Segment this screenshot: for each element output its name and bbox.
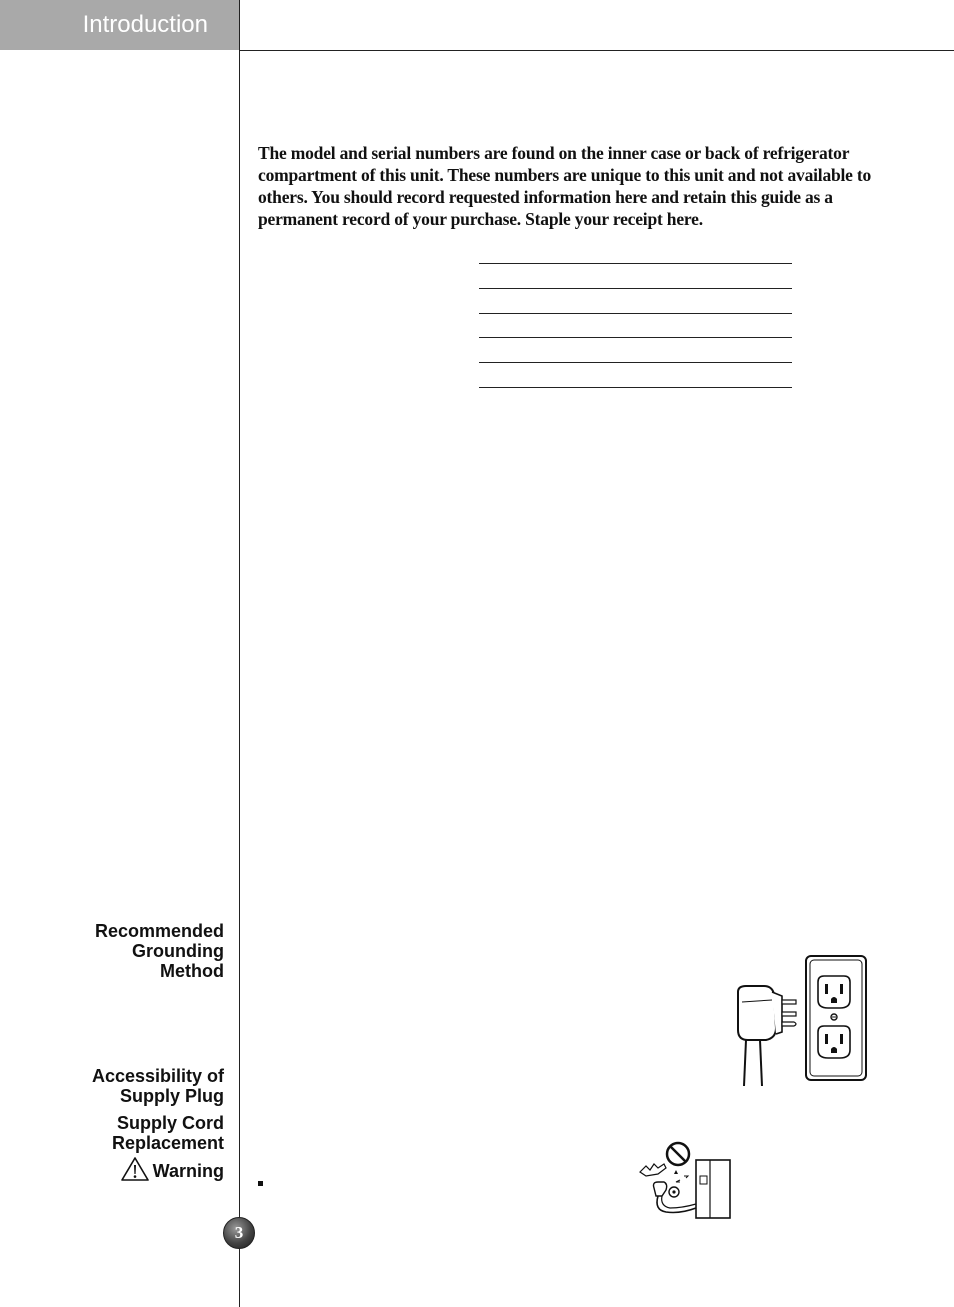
margin-rule [239,0,240,1307]
page-number-badge [223,1217,255,1249]
section-title: Introduction [82,11,208,38]
heading-line: Accessibility of [91,1066,224,1086]
heading-warning [121,1157,224,1185]
heading-supply-plug [92,1066,224,1106]
heading-line: Recommended [94,921,224,941]
heading-grounding-method [95,921,224,981]
header-rule [239,50,954,51]
record-line [479,362,792,363]
bullet-marker [258,1181,263,1186]
record-line [479,337,792,338]
page-number: 3 [234,1223,244,1242]
heading-line: Method [160,961,224,981]
plug-outlet-illustration [728,952,870,1092]
record-line [479,288,792,289]
heading-line: Replacement [111,1133,224,1153]
warning-icon [121,1157,149,1185]
heading-line: Supply Plug [119,1086,224,1106]
record-line [479,263,792,264]
record-line [479,387,792,388]
section-tab [0,0,239,50]
heading-supply-cord [112,1113,224,1153]
heading-line: Grounding [132,941,224,961]
no-wet-hands-illustration [636,1140,734,1222]
warning-label: Warning [152,1161,224,1181]
intro-paragraph: The model and serial numbers are found on the inner case or back of refrigerator compartment of this unit. These numbers are unique to this unit and not available to others. You should record requested information here and retain this guide as a permanent record of your purchase. Staple your receipt here. [258,143,872,229]
heading-line: Supply Cord [117,1113,224,1133]
record-line [479,313,792,314]
